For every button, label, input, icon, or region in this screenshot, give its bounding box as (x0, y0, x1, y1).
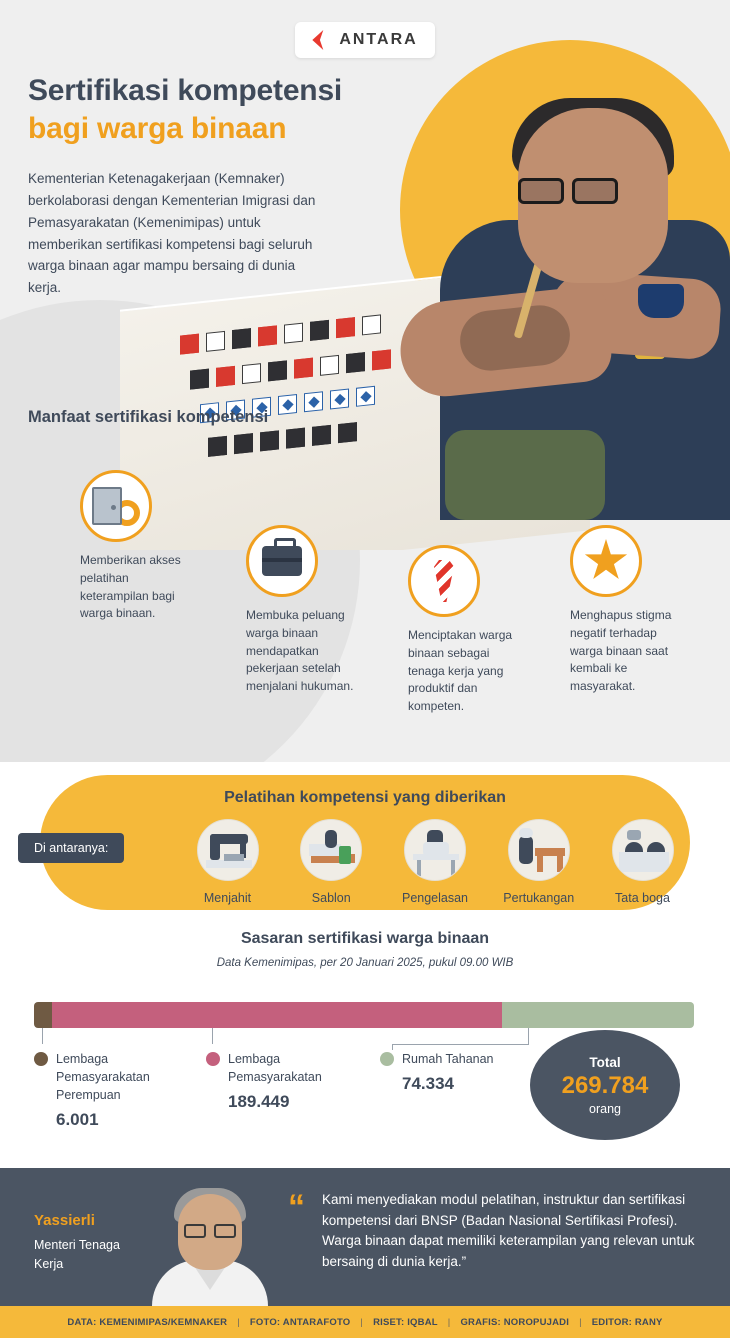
intro-paragraph: Kementerian Ketenagakerjaan (Kemnaker) berkolaborasi dengan Kementerian Imigrasi dan Pemasyarakatan (Kemenimipas) untuk memberikan sertifikasi kompetensi bagi seluruh warga binaan agar mampu bersaing di dunia kerja. (28, 171, 316, 296)
leader-line (42, 1028, 43, 1044)
credit-photo: FOTO: ANTARAFOTO (249, 1316, 351, 1328)
benefit-item (408, 545, 520, 716)
legend-dot (34, 1052, 48, 1066)
training-item (180, 819, 275, 907)
training-section (34, 775, 690, 910)
training-label: Pertukangan (503, 891, 575, 905)
legend-item (206, 1050, 358, 1112)
legend-value: 6.001 (56, 1110, 99, 1130)
training-badge: Di antaranya: (18, 833, 124, 863)
leader-line (528, 1028, 529, 1044)
benefits-title: Manfaat sertifikasi kompetensi (28, 408, 269, 426)
welding-icon (404, 819, 466, 881)
credit-separator: | (237, 1316, 240, 1328)
sewing-machine-icon (197, 819, 259, 881)
benefit-item (570, 525, 682, 696)
benefit-text: Membuka peluang warga binaan mendapatkan pekerjaan setelah menjalani hukuman. (246, 608, 354, 693)
benefit-text: Menghapus stigma negatif terhadap warga binaan saat kembali ke masyarakat. (570, 608, 672, 693)
briefcase-icon (246, 525, 318, 597)
stacked-bar-chart (34, 1002, 694, 1028)
legend-value: 189.449 (228, 1092, 290, 1112)
star-icon (570, 525, 642, 597)
brand-name: ANTARA (339, 31, 418, 48)
legend-dot (206, 1052, 220, 1066)
speaker-portrait (150, 1180, 270, 1306)
credits-bar (0, 1306, 730, 1338)
quote-text: Kami menyediakan modul pelatihan, instruktur dan sertifikasi kompetensi dari BNSP (Badan Nasional Sertifikasi Profesi). Warga binaan dapat memiliki keterampilan yang relevan untuk bersaing di dunia kerja.” (322, 1192, 695, 1269)
target-section (0, 930, 730, 1130)
training-item (491, 819, 586, 907)
benefit-text: Memberikan akses pelatihan keterampilan bagi warga binaan. (80, 553, 181, 621)
credit-separator: | (360, 1316, 364, 1328)
cooking-icon (612, 819, 674, 881)
training-items (180, 819, 690, 907)
leader-line (212, 1028, 213, 1044)
carpentry-icon (508, 819, 570, 881)
benefit-item (80, 470, 192, 623)
credit-data: DATA: KEMENIMIPAS/KEMNAKER (67, 1316, 228, 1328)
target-title: Sasaran sertifikasi warga binaan (240, 930, 490, 947)
training-label: Sablon (311, 891, 351, 905)
door-gear-icon (80, 470, 152, 542)
benefit-item (246, 525, 358, 696)
total-unit: orang (589, 1101, 621, 1116)
antara-logo[interactable] (295, 22, 435, 58)
training-label: Pengelasan (401, 891, 469, 905)
credit-graphics: GRAFIS: NOROPUJADI (460, 1316, 570, 1328)
legend-label: Rumah Tahanan (402, 1052, 494, 1066)
bar-segment-lapas-perempuan (34, 1002, 52, 1028)
quote-section (0, 1168, 730, 1306)
leader-line (392, 1044, 529, 1045)
bar-segment-rutan (502, 1002, 694, 1028)
credit-research: RISET: IQBAL (373, 1316, 438, 1328)
necktie-icon (408, 545, 480, 617)
target-source: Data Kemenimipas, per 20 Januari 2025, pukul 09.00 WIB (216, 957, 514, 969)
legend-item (34, 1050, 186, 1130)
speaker-role: Menteri Tenaga Kerja (34, 1238, 120, 1271)
headline-line-2: bagi warga binaan (28, 112, 287, 146)
training-item (284, 819, 379, 907)
training-item (595, 819, 690, 907)
training-item (388, 819, 483, 907)
legend-label: Lembaga Pemasyarakatan (228, 1052, 322, 1085)
antara-logo-icon (312, 30, 332, 50)
total-badge (530, 1030, 680, 1140)
benefit-text: Menciptakan warga binaan sebagai tenaga kerja yang produktif dan kompeten. (408, 628, 513, 713)
speaker-name: Yassierli (34, 1212, 95, 1229)
training-label: Menjahit (203, 891, 252, 905)
quote-mark-icon: “ (288, 1188, 305, 1226)
legend-value: 74.334 (402, 1074, 454, 1094)
credit-editor: EDITOR: RANY (591, 1316, 663, 1328)
legend-item (380, 1050, 532, 1094)
training-label: Tata boga (615, 891, 670, 905)
screen-printing-icon (300, 819, 362, 881)
bar-segment-lapas (52, 1002, 502, 1028)
legend-label: Lembaga Pemasyarakatan Perempuan (56, 1052, 150, 1103)
headline-line-1: Sertifikasi kompetensi (28, 74, 343, 107)
credit-separator: | (579, 1316, 582, 1328)
total-label: Total (589, 1054, 621, 1070)
training-title: Pelatihan kompetensi yang diberikan (224, 789, 506, 806)
total-value: 269.784 (561, 1071, 649, 1099)
legend-dot (380, 1052, 394, 1066)
credit-separator: | (447, 1316, 451, 1328)
